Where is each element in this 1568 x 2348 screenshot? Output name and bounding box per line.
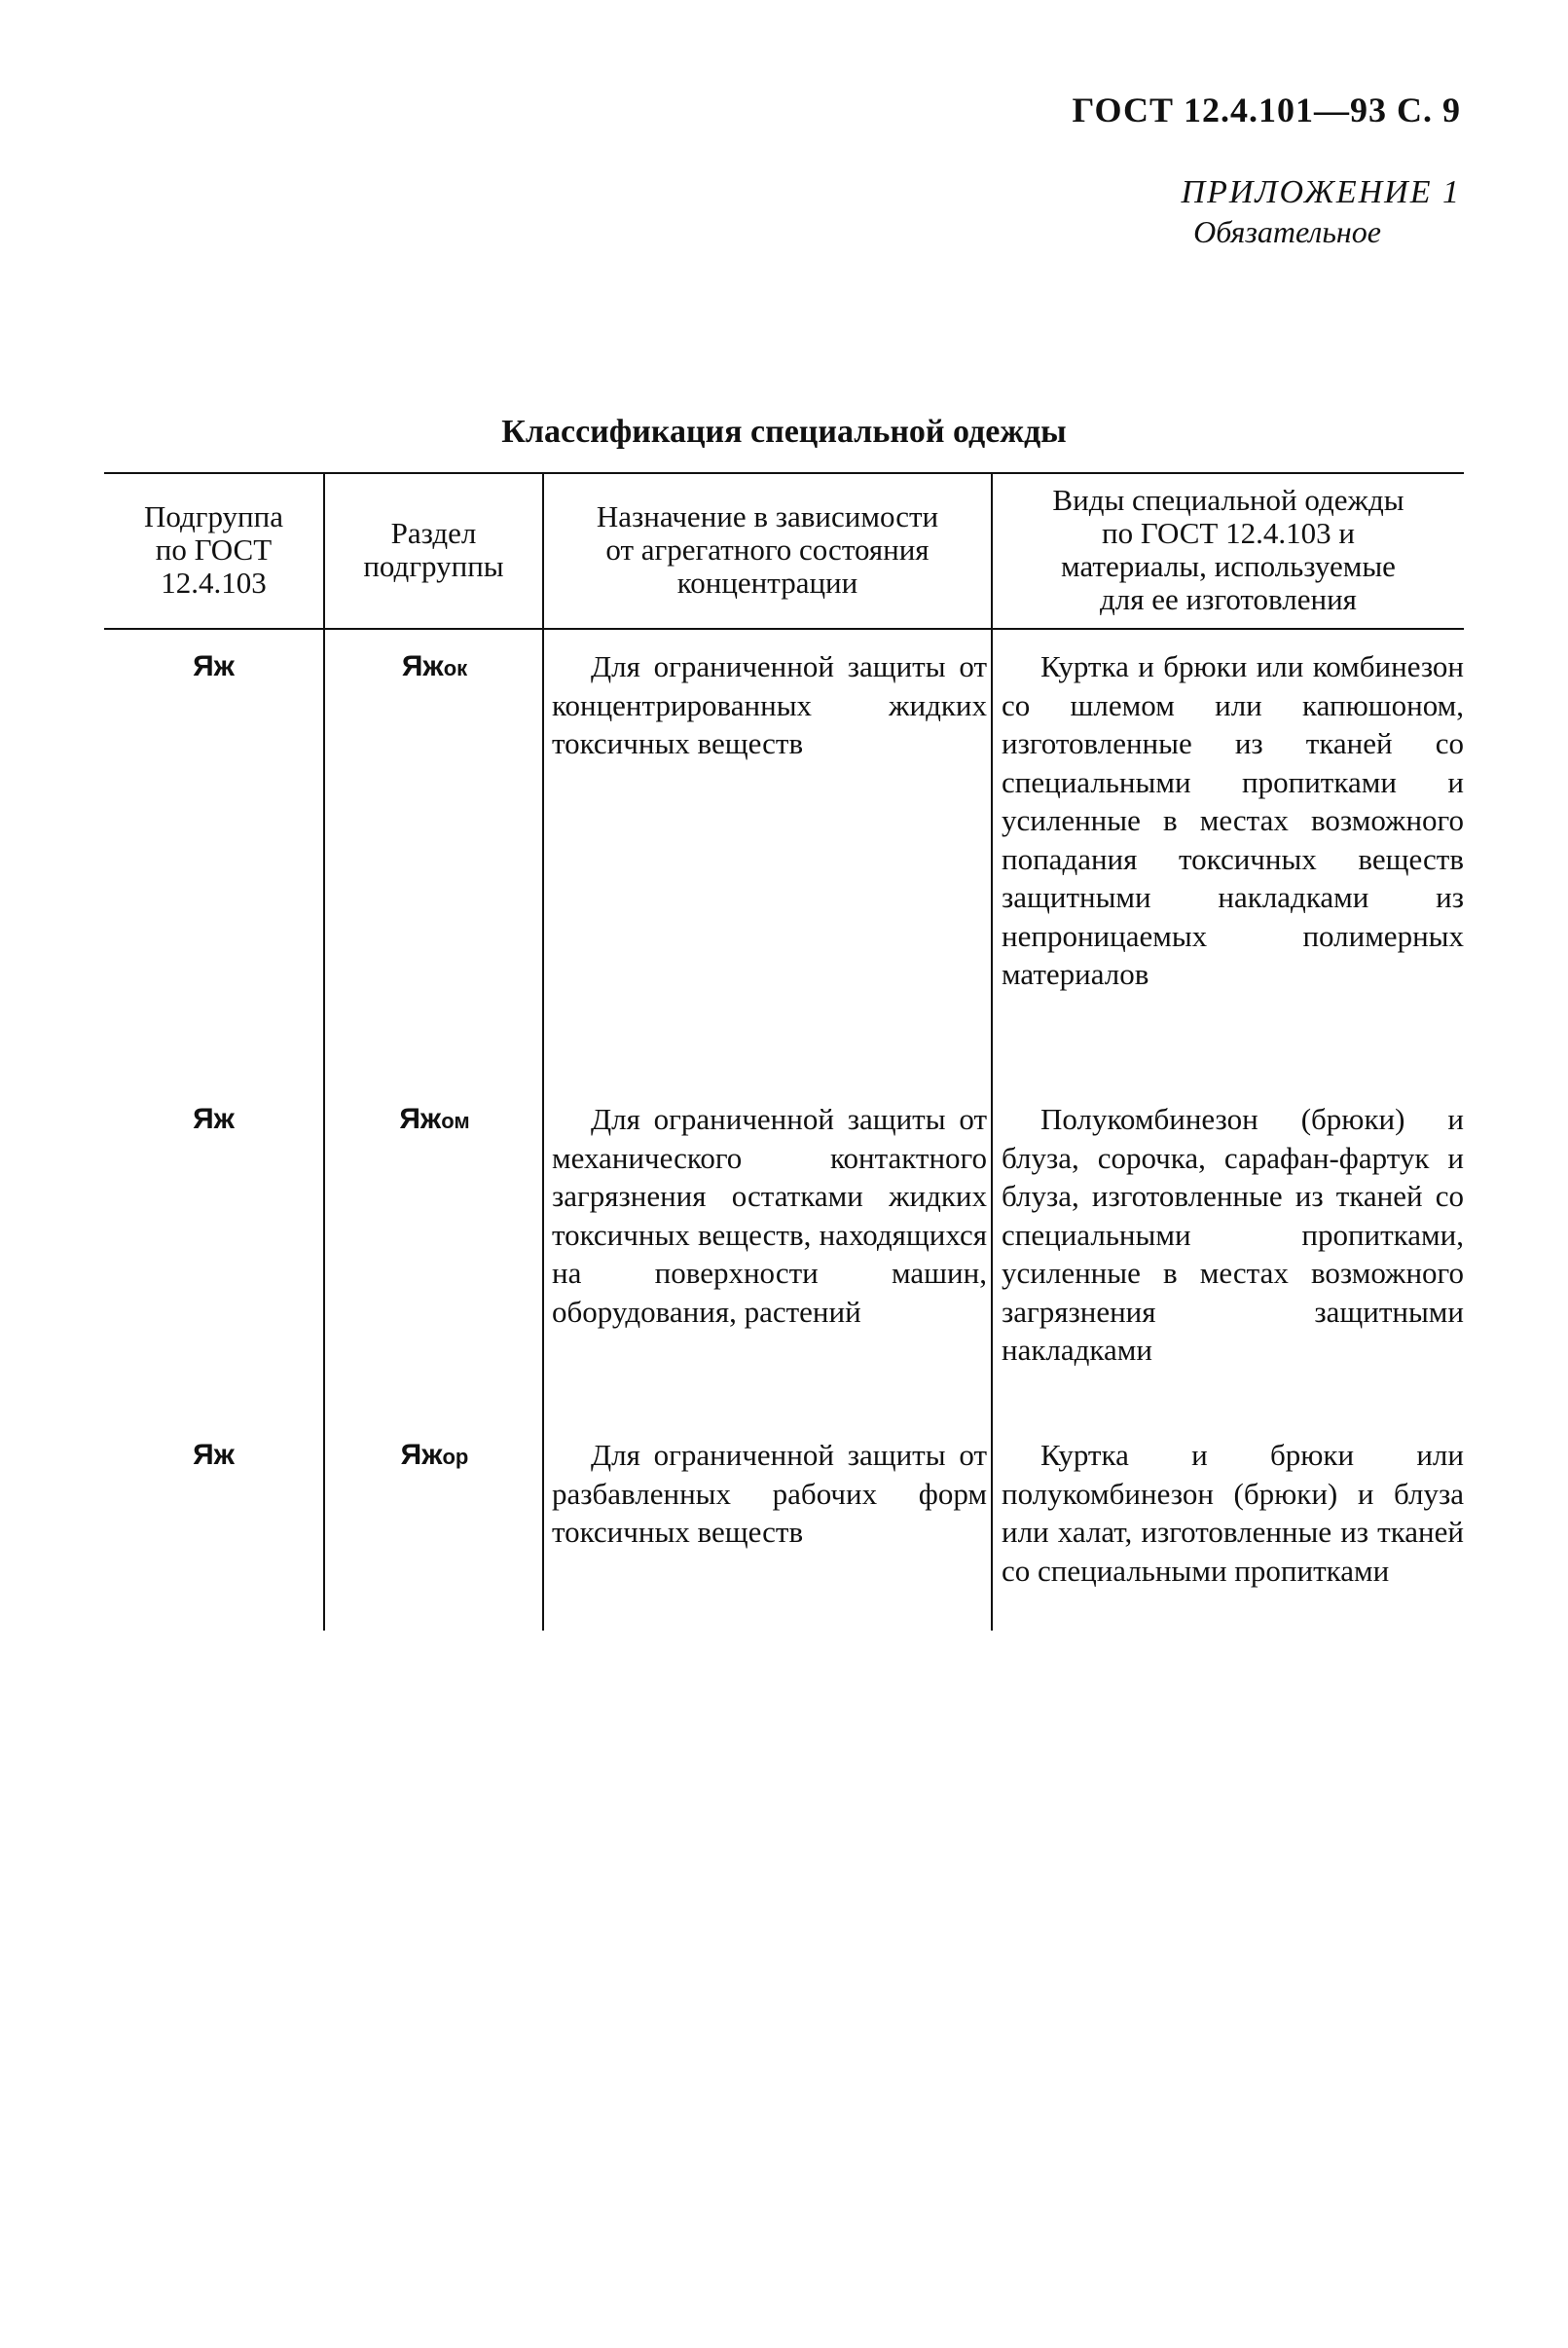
header-subgroup: Подгруппа по ГОСТ 12.4.103 [143,499,283,600]
section-code: Яж [401,650,444,682]
purpose-cell: Для ограниченной защиты от концентрированных жидких токсичных веществ [552,649,987,760]
section-cell [325,1436,544,1477]
appendix-label [1182,173,1461,251]
section-code-suffix: ом [441,1109,470,1133]
subgroup-cell: Яж [193,650,235,682]
subgroup-cell: Яж [193,1439,235,1471]
section-code: Яж [400,1439,443,1471]
clothing-cell: Полукомбинезон (брюки) и блуза, сорочка, сарафан-фартук и блуза, изготовленные из тканей со специальными пропитками, усиленные в местах возможного загрязнения защитными накладками [1002,1102,1464,1367]
appendix-title: ПРИЛОЖЕНИЕ 1 [1181,174,1461,210]
purpose-cell: Для ограниченной защиты от разбавленных рабочих форм токсичных веществ [552,1438,987,1549]
section-cell [325,647,544,688]
page-header: ГОСТ 12.4.101—93 С. 9 [1072,91,1461,129]
column-divider [991,472,993,1631]
section-code-suffix: ор [442,1445,469,1469]
section-cell [325,1100,544,1141]
header-clothing: Виды специальной одежды по ГОСТ 12.4.103 и материалы, используемые для ее изготовления [1052,483,1404,616]
clothing-cell: Куртка и брюки или комбинезон со шлемом или капюшоном, изготовленные из тканей со специальными пропитками и усиленные в местах возможного попадания токсичных веществ защитными накладками из непроницаемых полимерных материалов [1002,649,1464,991]
purpose-cell: Для ограниченной защиты от механического контактного загрязнения остатками жидких токсичных веществ, находящихся на поверхности машин, оборудования, растений [552,1102,987,1329]
subgroup-cell: Яж [193,1103,235,1135]
section-code: Яж [399,1103,442,1135]
header-section: Раздел подгруппы [363,516,504,583]
table-header-rule [104,628,1464,630]
clothing-cell: Куртка и брюки или полукомбинезон (брюки) и блуза или халат, изготовленные из тканей со специальными пропитками [1002,1438,1464,1588]
section-code-suffix: ок [443,656,468,680]
header-purpose: Назначение в зависимости от агрегатного состояния концентрации [596,499,939,600]
appendix-status: Обязательное [1193,214,1381,249]
table-title: Классификация специальной одежды [501,414,1067,450]
